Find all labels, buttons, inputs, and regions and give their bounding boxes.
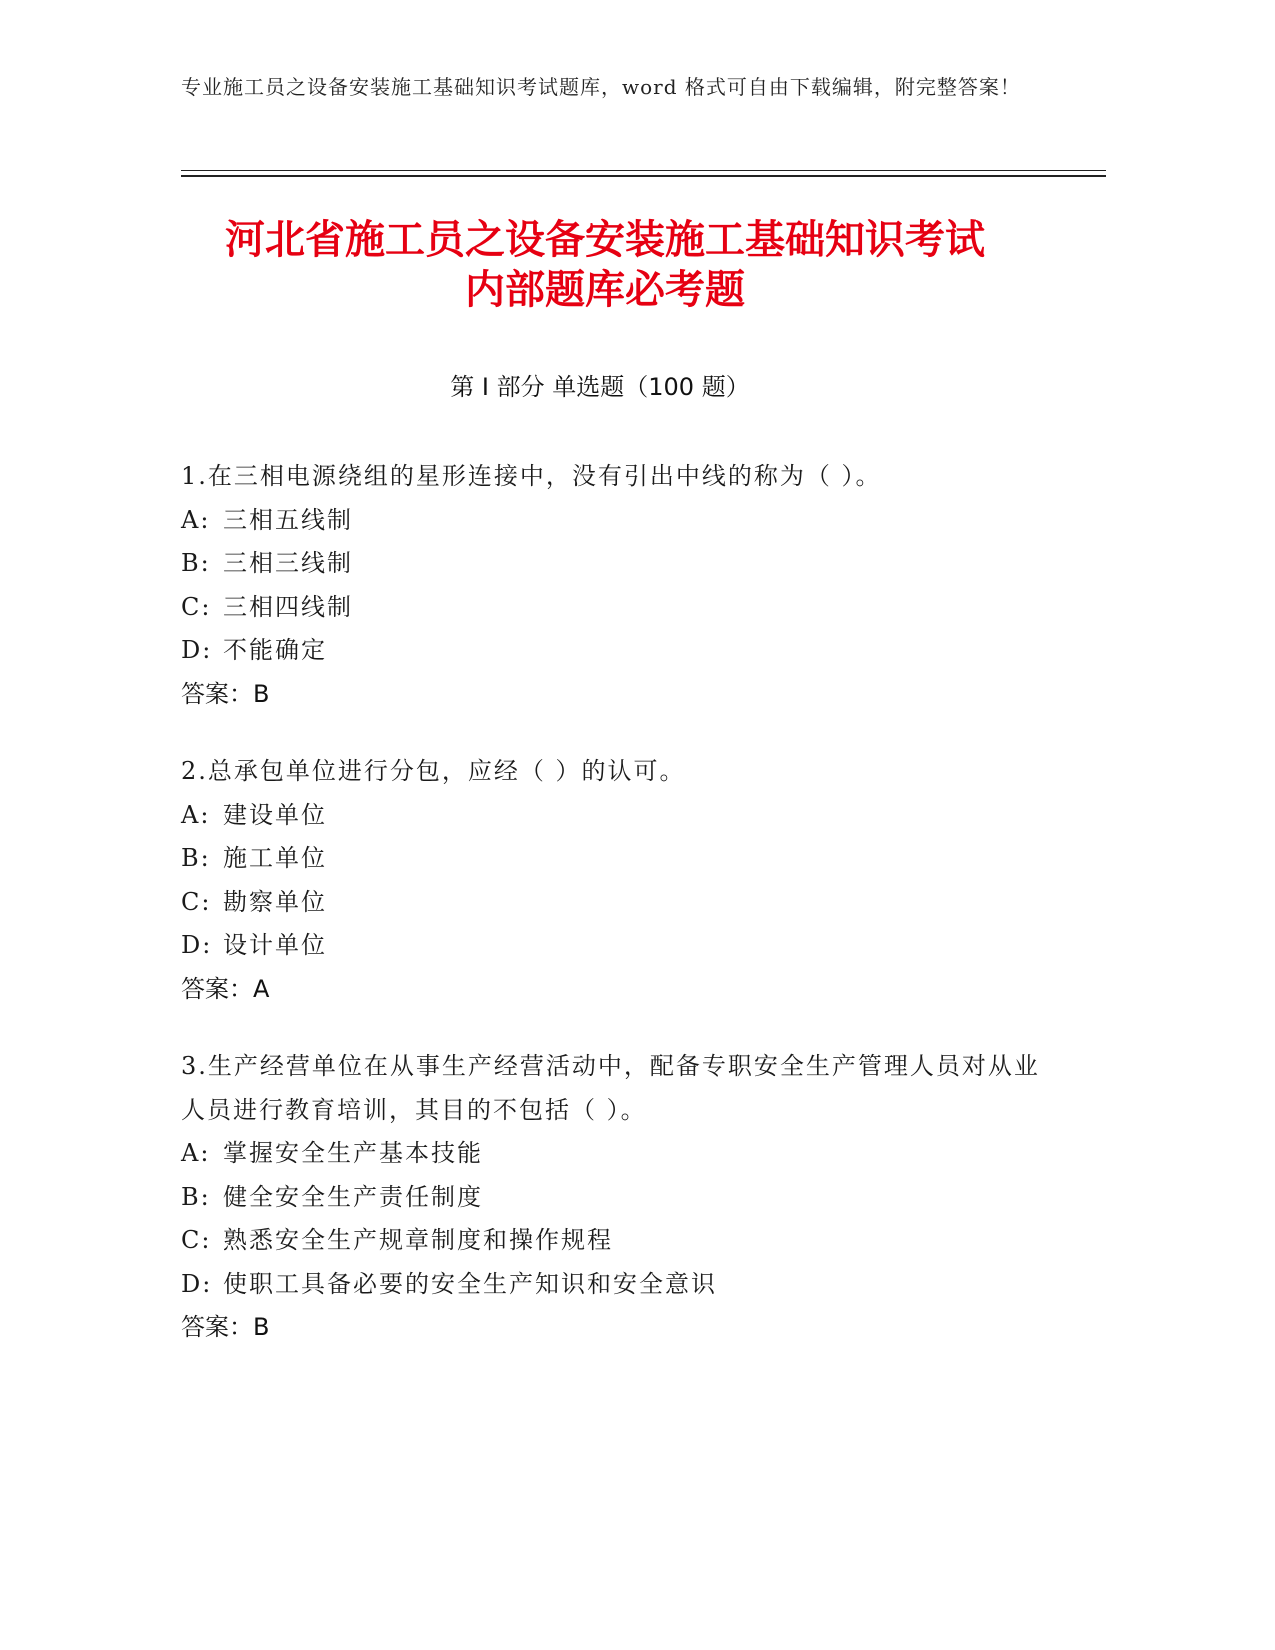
option-row xyxy=(181,924,1061,968)
answer-line: 答案：B xyxy=(181,679,270,708)
question-item xyxy=(181,455,1061,716)
header-divider-thick xyxy=(181,175,1106,177)
answer-line: 答案：B xyxy=(181,1313,270,1341)
option-letter: B: xyxy=(181,844,211,872)
header-divider-thin xyxy=(181,170,1106,171)
option-row xyxy=(181,542,1061,586)
option-text: 熟悉安全生产规章制度和操作规程 xyxy=(223,1226,613,1254)
option-text: 建设单位 xyxy=(223,800,327,829)
option-row xyxy=(181,586,1061,630)
question-stem: 3.生产经营单位在从事生产经营活动中，配备专职安全生产管理人员对从业人员进行教育培训，其目的不包括（ ）。 xyxy=(181,1052,1040,1124)
option-text: 勘察单位 xyxy=(223,887,327,916)
option-text: 使职工具备必要的安全生产知识和安全意识 xyxy=(223,1269,717,1298)
option-letter: A: xyxy=(181,1139,211,1167)
option-row xyxy=(181,499,1061,543)
option-row xyxy=(181,1132,1061,1176)
document-title-line-1: 河北省施工员之设备安装施工基础知识考试 xyxy=(225,217,985,263)
option-text: 三相三线制 xyxy=(223,549,353,577)
question-item xyxy=(181,750,1061,1011)
option-row xyxy=(181,1219,1061,1263)
option-letter: C: xyxy=(181,887,212,916)
option-letter: B: xyxy=(181,549,211,577)
option-text: 健全安全生产责任制度 xyxy=(223,1182,483,1211)
option-text: 施工单位 xyxy=(223,844,327,872)
option-text: 掌握安全生产基本技能 xyxy=(223,1139,483,1167)
option-row xyxy=(181,1263,1061,1307)
option-letter: D: xyxy=(181,636,213,664)
option-letter: D: xyxy=(181,1269,213,1298)
option-letter: A: xyxy=(181,505,211,534)
option-letter: B: xyxy=(181,1182,211,1211)
option-row xyxy=(181,794,1061,838)
answer-line: 答案：A xyxy=(181,974,270,1003)
option-row xyxy=(181,881,1061,925)
option-row xyxy=(181,837,1061,881)
option-letter: D: xyxy=(181,931,213,959)
option-letter: A: xyxy=(181,800,211,829)
option-letter: C: xyxy=(181,1226,212,1254)
question-stem: 1.在三相电源绕组的星形连接中，没有引出中线的称为（ ）。 xyxy=(181,462,882,490)
option-row xyxy=(181,629,1061,673)
option-text: 不能确定 xyxy=(223,636,327,664)
section-heading: 第 I 部分 单选题（100 题） xyxy=(450,373,750,401)
option-letter: C: xyxy=(181,592,212,621)
question-stem: 2.总承包单位进行分包，应经（ ）的认可。 xyxy=(181,757,686,785)
question-list xyxy=(181,455,1061,1384)
option-row xyxy=(181,1176,1061,1220)
document-title xyxy=(150,215,1060,315)
option-text: 设计单位 xyxy=(223,931,327,959)
question-item xyxy=(181,1045,1061,1350)
option-text: 三相五线制 xyxy=(223,505,353,534)
document-title-line-2: 内部题库必考题 xyxy=(465,267,745,313)
header-note: 专业施工员之设备安装施工基础知识考试题库，word 格式可自由下载编辑，附完整答案！ xyxy=(181,75,1021,99)
option-text: 三相四线制 xyxy=(223,592,353,621)
